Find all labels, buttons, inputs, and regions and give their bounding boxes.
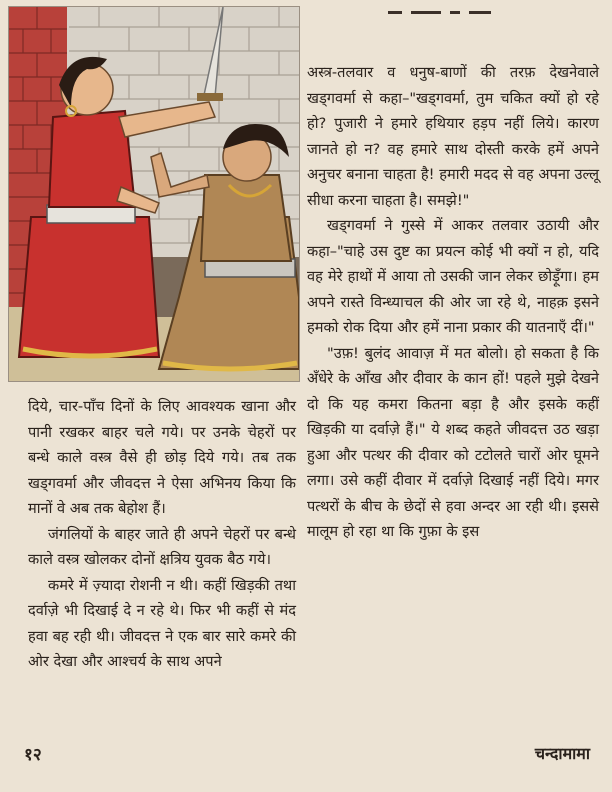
right-paragraph: "उफ़! बुलंद आवाज़ में मत बोलो। हो सकता है कि अँधेरे के आँख और दीवार के कान हों! पहले मुझे देखने दो कि यह कमरा कितना बड़ा है और इसके कहीं खिड़की या दर्वाज़े हैं।" ये शब्द कहते जीवदत्त उठ खड़ा हुआ और पत्थर की दीवार को टटोलते चारों ओर घूमने लगा। उसे कहीं दीवार में दर्वाज़े दिखाई नहीं दिये। मगर पत्थरों के बीच के छेदों से हवा अन्दर आ रही थी। इससे मालूम हो रहा था कि गुफ़ा के इस bbox=[307, 344, 599, 540]
sword-hilt bbox=[197, 93, 223, 101]
illustration-art bbox=[9, 7, 299, 381]
left-column bbox=[28, 394, 296, 675]
companion-tunic bbox=[201, 175, 291, 261]
page-number: १२ bbox=[24, 745, 42, 765]
right-paragraph: अस्त्र-तलवार व धनुष-बाणों की तरफ़ देखनेवाले खड्गवर्मा से कहा–"खड्गवर्मा, तुम चकित क्यों हो रहे हो? पुजारी ने हमारे हथियार हड़प नहीं लिये। कारण जानते हो न? वह हमारे साथ दोस्ती करके हमें अपने अनुचर बनाना चाहता है! हमारी मदद से वह अपना उल्लू सीधा करना चाहता है। समझे!" bbox=[307, 64, 599, 209]
magazine-name: चन्दामामा bbox=[534, 744, 590, 763]
left-paragraph: दिये, चार-पाँच दिनों के लिए आवश्यक खाना और पानी रखकर बाहर चले गये। पर उनके चेहरों पर बन्धे काले वस्त्र वैसे ही छोड़ दिये गये। तब तक खड्गवर्मा और जीवदत्त ने ऐसा अभिनय किया कि मानों वे अब तक बेहोश हैं। bbox=[28, 398, 296, 517]
right-paragraph: खड्गवर्मा ने गुस्से में आकर तलवार उठायी और कहा–"चाहे उस दुष्ट का प्रयत्न कोई भी क्यों न हो, यदि वह मेरे हाथों में आया तो उसकी जान लेकर छोड़ूँगा। हम अपने रास्ते विन्ध्याचल की ओर जा रहे थे, नाहक़ इसने हमको रोक दिया और हमें नाना प्रकार की यातनाएँ दीं।" bbox=[307, 217, 599, 336]
top-edge-mark bbox=[388, 2, 508, 10]
red-skirt bbox=[19, 217, 159, 357]
left-paragraph: जंगलियों के बाहर जाते ही अपने चेहरों पर बन्धे काले वस्त्र खोलकर दोनों क्षत्रिय युवक बैठ गये। bbox=[28, 525, 296, 568]
story-illustration bbox=[8, 6, 300, 382]
right-column bbox=[307, 60, 599, 545]
left-paragraph: कमरे में ज़्यादा रोशनी न थी। कहीं खिड़की तथा दर्वाज़े भी दिखाई दे न रहे थे। फिर भी कहीं से मंद हवा बह रही थी। जीवदत्त ने एक बार सारे कमरे की ओर देखा और आश्चर्य के साथ अपने bbox=[28, 576, 296, 670]
